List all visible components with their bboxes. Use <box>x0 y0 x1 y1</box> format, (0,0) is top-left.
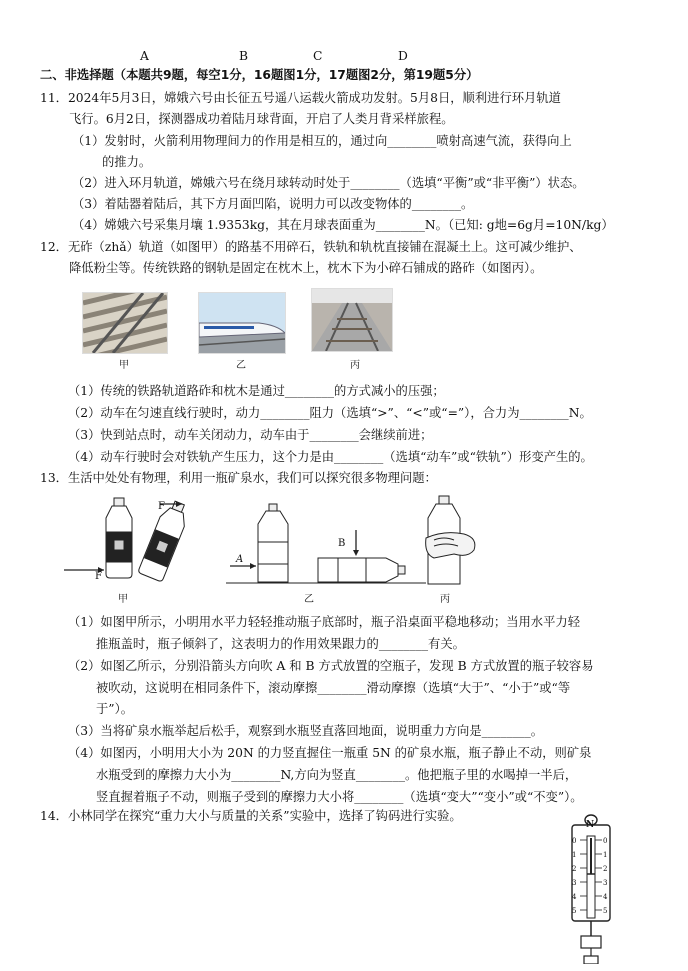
q13-stem: 13．生活中处处有物理，利用一瓶矿泉水，我们可以探究很多物理问题： <box>40 471 437 485</box>
scale-tick-4-r: 4 <box>603 893 608 901</box>
q12-part1: （1）传统的铁路轨道路砟和枕木是通过________的方式减小的压强； <box>68 384 445 398</box>
scale-numbers-right <box>603 834 611 918</box>
q11-part1-cont: 的推力。 <box>102 155 152 169</box>
scale-tick-3: 3 <box>572 879 577 887</box>
caption-yi-12: 乙 <box>236 360 246 371</box>
section-title: 二、非选择题（本题共9题，每空1分，16题图1分，17题图2分，第19题5分） <box>40 68 479 82</box>
q11-part4: （4）嫦娥六号采集月壤 1.9353kg，其在月球表面重为________N。（已知: g地=6g月=10N/kg） <box>72 218 614 232</box>
q13-part1: （1）如图甲所示，小明用水平力轻轻推动瓶子底部时，瓶子沿桌面平稳地移动；当用水平力轻 <box>68 615 580 629</box>
q13-part4: （4）如图丙，小明用大小为 20N 的力竖直握住一瓶重 5N 的矿泉水瓶，瓶子静止不动，则矿泉 <box>68 746 592 760</box>
q12-part3: （3）快到站点时，动车关闭动力，动车由于________会继续前进； <box>68 428 433 442</box>
scale-tick-3-r: 3 <box>603 879 608 887</box>
caption-bing-12: 丙 <box>350 360 360 371</box>
scale-tick-1-r: 1 <box>603 851 608 859</box>
caption-bing-13: 丙 <box>440 594 450 605</box>
q11-part2: （2）进入环月轨道，嫦娥六号在绕月球转动时处于________（选填“平衡”或“非平衡”）状态。 <box>72 176 585 190</box>
scale-tick-0-r: 0 <box>603 837 608 845</box>
q13-part4-cont2: 竖直握着瓶子不动，则瓶子受到的摩擦力大小将________（选填“变大”“变小”或“不变”）。 <box>96 790 583 804</box>
scale-tick-2: 2 <box>572 865 577 873</box>
q12-part4: （4）动车行驶时会对铁轨产生压力，这个力是由________（选填“动车”或“铁轨”）形变产生的。 <box>68 450 593 464</box>
q13-part1-cont: 推瓶盖时，瓶子倾斜了，这表明力的作用效果跟力的________有关。 <box>96 637 465 651</box>
scale-tick-0: 0 <box>572 837 577 845</box>
caption-jia-13: 甲 <box>118 594 128 605</box>
scale-tick-4: 4 <box>572 893 577 901</box>
force-label-bottom: F <box>95 571 102 582</box>
q13-part2-cont: 被吹动，这说明在相同条件下，滚动摩擦________滑动摩擦（选填“大于”、“小于”或“等 <box>96 681 571 695</box>
scale-tick-5: 5 <box>572 907 577 915</box>
q13-part3: （3）当将矿泉水瓶举起后松手，观察到水瓶竖直落回地面，说明重力方向是________。 <box>68 724 544 738</box>
photo-ballasted-track <box>311 288 393 352</box>
scale-tick-1: 1 <box>572 851 577 859</box>
scale-numbers-left <box>572 834 580 918</box>
photo-ballastless-track <box>82 292 168 354</box>
q13-part2-cont2: 于”）。 <box>96 702 134 716</box>
q11-stem-line1: 11．2024年5月3日，嫦娥六号由长征五号遥八运载火箭成功发射。5月8日，顺利进行环月轨道 <box>40 91 561 105</box>
scale-tick-5-r: 5 <box>603 907 608 915</box>
q12-part2: （2）动车在匀速直线行驶时，动力________阻力（选填“>”、“<”或“=”），合力为________N。 <box>68 406 592 420</box>
q11-stem-line2: 飞行。6月2日，探测器成功着陆月球背面，开启了人类月背采样旅程。 <box>69 112 454 126</box>
option-d: D <box>398 49 408 63</box>
option-b: B <box>239 49 249 63</box>
q12-stem-line1: 12．无砟（zhǎ）轨道（如图甲）的路基不用碎石，铁轨和轨枕直接铺在混凝土上。这可减少维护、 <box>40 240 582 254</box>
q13-part4-cont: 水瓶受到的摩擦力大小为________N,方向为竖直________。他把瓶子里的水喝掉一半后， <box>96 768 578 782</box>
q13-part2: （2）如图乙所示，分别沿箭头方向吹 A 和 B 方式放置的空瓶子，发现 B 方式放置的瓶子较容易 <box>68 659 594 673</box>
figure-bottle-blow <box>226 502 426 588</box>
caption-yi-13: 乙 <box>304 594 314 605</box>
caption-jia-12: 甲 <box>119 360 129 371</box>
blow-label-a: A <box>236 554 244 565</box>
photo-bullet-train <box>198 292 286 354</box>
q11-part3: （3）着陆器着陆后，其下方月面凹陷，说明力可以改变物体的________。 <box>72 197 474 211</box>
option-a: A <box>140 49 149 63</box>
q14-stem: 14．小林同学在探究“重力大小与质量的关系”实验中，选择了钩码进行实验。 <box>40 809 462 823</box>
q11-part1: （1）发射时，火箭利用物理间力的作用是相互的，通过向________喷射高速气流，获得向上 <box>72 134 572 148</box>
option-c: C <box>313 49 323 63</box>
scale-tick-2-r: 2 <box>603 865 608 873</box>
q12-stem-line2: 降低粉尘等。传统铁路的钢轨是固定在枕木上，枕木下为小碎石铺成的路砟（如图丙）。 <box>69 261 543 275</box>
blow-label-b: B <box>338 538 346 549</box>
figure-bottle-hand <box>424 494 480 590</box>
figure-bottle-push <box>64 492 204 588</box>
scale-unit-label: N <box>586 820 595 830</box>
force-label-top: F <box>158 501 165 512</box>
